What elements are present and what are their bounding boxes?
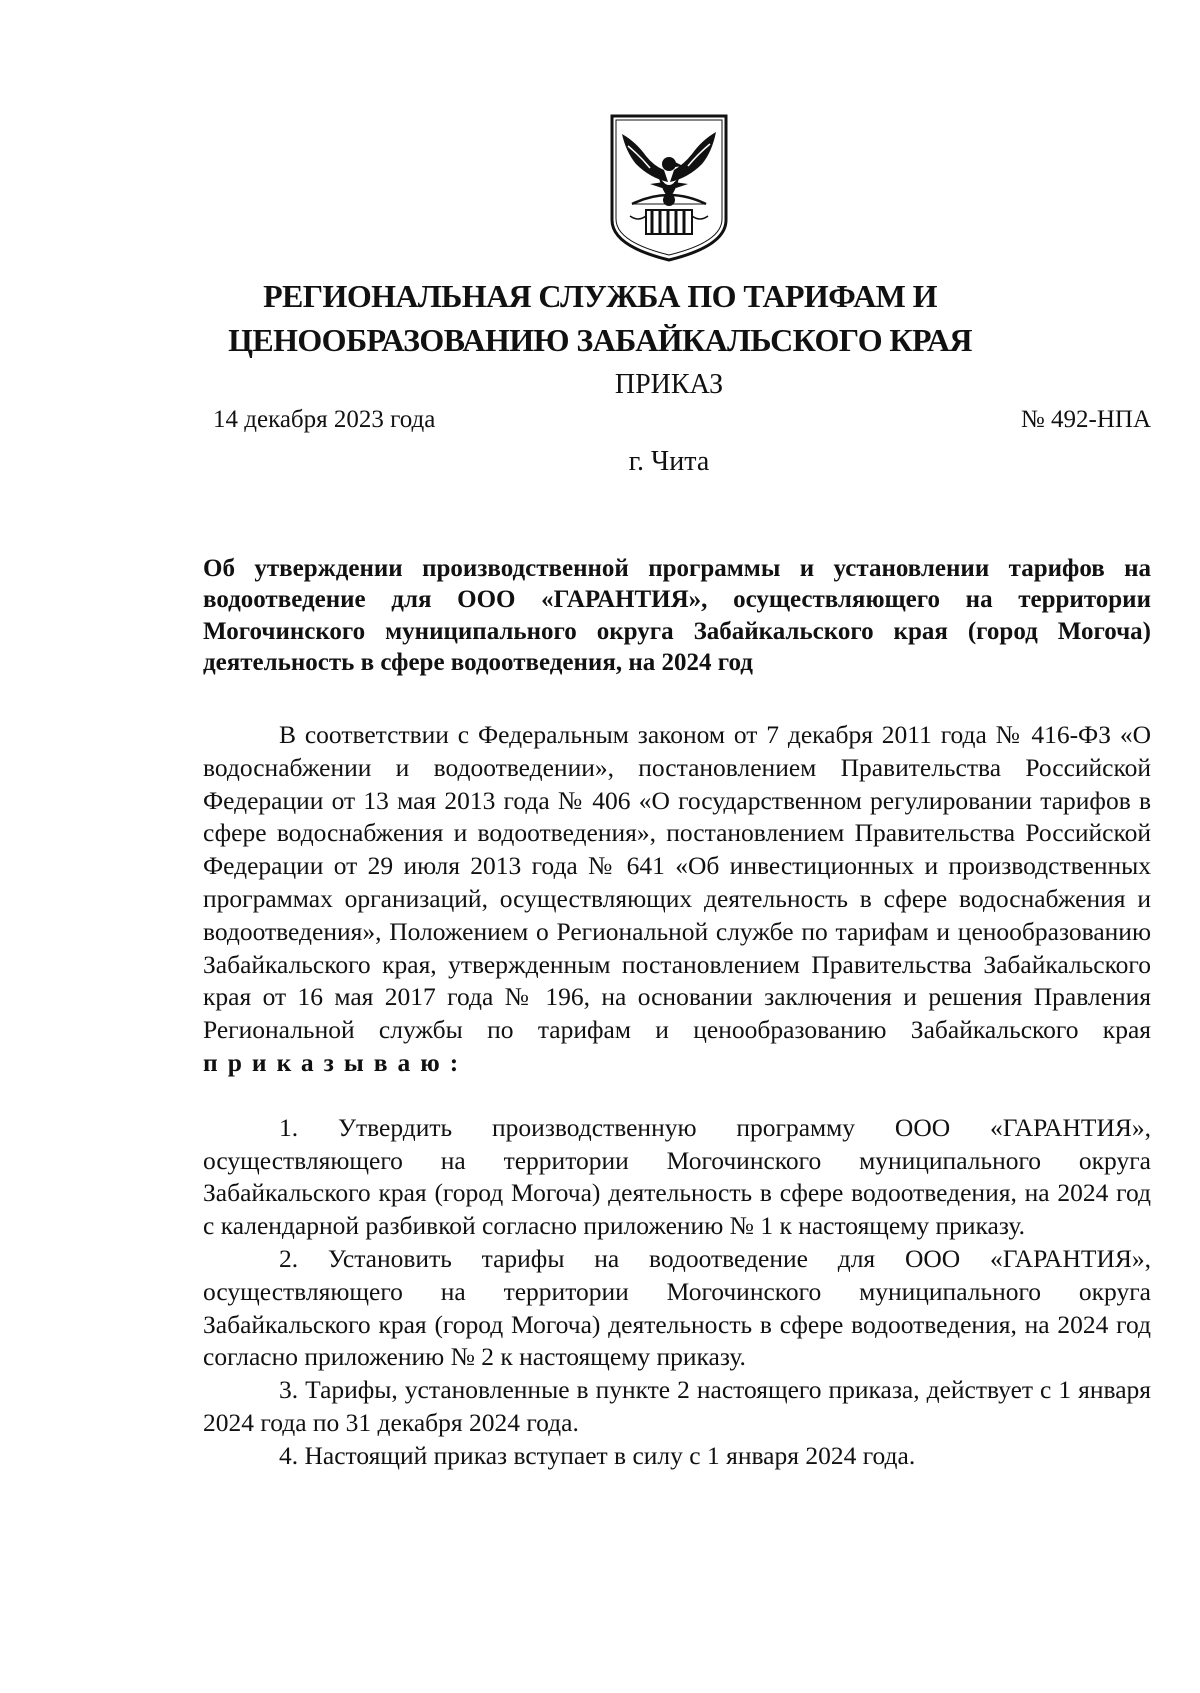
order-item-2: 2. Установить тарифы на водоотведение для ООО «ГАРАНТИЯ», осуществляющего на территории Могочинского муниципального округа Забайкальского края (город Могоча) деятельность в сфере водоотведения, на 2024 год согласно приложению № 2 к настоящему приказу. [203, 1243, 1151, 1372]
org-title [180, 274, 1020, 362]
order-item-4: 4. Настоящий приказ вступает в силу с 1 января 2024 года. [279, 1440, 916, 1470]
doc-type: ПРИКАЗ [614, 369, 724, 400]
doc-subject: Об утверждении производственной программы и установлении тарифов на водоотведение для ООО «ГАРАНТИЯ», осуществляющего на территории Могочинского муниципального округа Забайкальского края (город Могоча) деятельность в сфере водоотведения, на 2024 год [203, 555, 1151, 677]
doc-city: г. Чита [628, 446, 710, 477]
org-name-line1: РЕГИОНАЛЬНАЯ СЛУЖБА ПО ТАРИФАМ И [263, 278, 937, 314]
org-name-line2: ЦЕНООБРАЗОВАНИЮ ЗАБАЙКАЛЬСКОГО КРАЯ [228, 322, 972, 358]
order-item-3: 3. Тарифы, установленные в пункте 2 настоящего приказа, действует с 1 января 2024 года по 31 декабря 2024 года. [203, 1375, 1151, 1437]
order-item-1: 1. Утвердить производственную программу ООО «ГАРАНТИЯ», осуществляющего на территории Могочинского муниципального округа Забайкальского края (город Могоча) деятельность в сфере водоотведения, на 2024 год с календарной разбивкой согласно приложению № 1 к настоящему приказу. [203, 1112, 1151, 1241]
doc-body [203, 719, 1151, 1473]
preamble-paragraph [203, 719, 1151, 1080]
coat-of-arms-icon [606, 112, 732, 264]
doc-number: № 492-НПА [1020, 406, 1151, 433]
doc-date: 14 декабря 2023 года [213, 406, 436, 433]
order-word: приказываю: [203, 1047, 469, 1077]
preamble-text: В соответствии с Федеральным законом от 7 декабря 2011 года № 416-ФЗ «О водоснабжении и водоотведении», постановлением Правительства Российской Федерации от 13 мая 2013 года № 406 «О государственном регулировании тарифов в сфере водоснабжения и водоотведения», постановлением Правительства Российской Федерации от 29 июля 2013 года № 641 «Об инвестиционных и производственных программах организаций, осуществляющих деятельность в сфере водоснабжения и водоотведения», Положением о Региональной службе по тарифам и ценообразованию Забайкальского края, утвержденным постановлением Правительства Забайкальского края от 16 мая 2017 года № 196, на основании заключения и решения Правления Региональной службы по тарифам и ценообразованию Забайкальского края [203, 720, 1151, 1045]
